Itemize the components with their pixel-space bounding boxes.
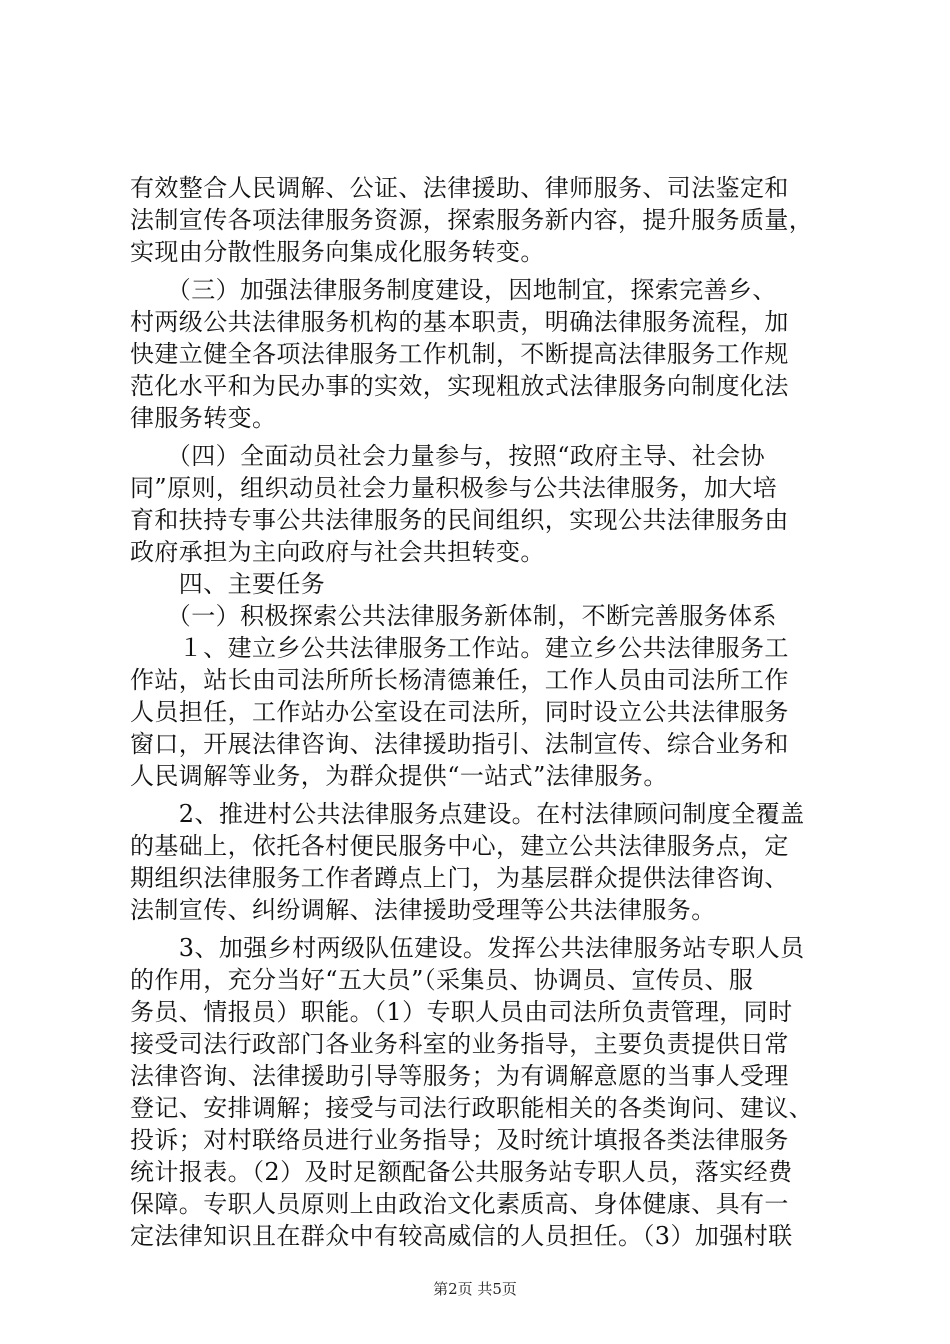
- text-line: 法律咨询、法律援助引导等服务；为有调解意愿的当事人受理: [130, 1062, 789, 1090]
- text-line: 的基础上，依托各村便民服务中心，建立公共法律服务点，定: [130, 832, 789, 860]
- text-line: 有效整合人民调解、公证、法律援助、律师服务、司法鉴定和: [130, 174, 789, 202]
- page-number: 第2页 共5页: [433, 1280, 517, 1298]
- text-line: 窗口，开展法律咨询、法律援助指引、法制宣传、综合业务和: [130, 730, 789, 758]
- text-line: １、建立乡公共法律服务工作站。建立乡公共法律服务工: [130, 634, 789, 662]
- document-body: [130, 172, 820, 1252]
- text-line: 律服务转变。: [130, 404, 277, 432]
- text-line: 村两级公共法律服务机构的基本职责，明确法律服务流程，加: [130, 308, 789, 336]
- text-line: （四）全面动员社会力量参与，按照“政府主导、社会协: [130, 442, 766, 470]
- text-line: 范化水平和为民办事的实效，实现粗放式法律服务向制度化法: [130, 372, 789, 400]
- text-line: 登记、安排调解；接受与司法行政职能相关的各类询问、建议、: [130, 1094, 814, 1122]
- text-line: 投诉；对村联络员进行业务指导；及时统计填报各类法律服务: [130, 1126, 789, 1154]
- text-line: 务员、情报员）职能。（1）专职人员由司法所负责管理，同时: [130, 998, 793, 1026]
- text-line: 政府承担为主向政府与社会共担转变。: [130, 538, 545, 566]
- text-line: 2、推进村公共法律服务点建设。在村法律顾问制度全覆盖: [130, 800, 805, 828]
- text-line: 定法律知识且在群众中有较高威信的人员担任。（3）加强村联: [130, 1222, 793, 1250]
- subsection-heading: （一）积极探索公共法律服务新体制，不断完善服务体系: [130, 602, 777, 630]
- text-line: 人员担任，工作站办公室设在司法所，同时设立公共法律服务: [130, 698, 789, 726]
- text-line: 保障。专职人员原则上由政治文化素质高、身体健康、具有一: [130, 1190, 789, 1218]
- text-line: 法制宣传各项法律服务资源，探索服务新内容，提升服务质量，: [130, 206, 814, 234]
- text-line: 同”原则，组织动员社会力量积极参与公共法律服务，加大培: [130, 474, 778, 502]
- section-heading: 四、主要任务: [130, 570, 326, 598]
- text-line: 3、加强乡村两级队伍建设。发挥公共法律服务站专职人员: [130, 934, 805, 962]
- text-line: 期组织法律服务工作者蹲点上门，为基层群众提供法律咨询、: [130, 864, 789, 892]
- text-line: 统计报表。（2）及时足额配备公共服务站专职人员，落实经费: [130, 1158, 793, 1186]
- text-line: 育和扶持专事公共法律服务的民间组织，实现公共法律服务由: [130, 506, 789, 534]
- text-line: 接受司法行政部门各业务科室的业务指导，主要负责提供日常: [130, 1030, 789, 1058]
- text-line: 实现由分散性服务向集成化服务转变。: [130, 238, 545, 266]
- text-line: （三）加强法律服务制度建设，因地制宜，探索完善乡、: [130, 276, 777, 304]
- text-line: 的作用，充分当好“五大员”（采集员、协调员、宣传员、服: [130, 966, 754, 994]
- text-line: 法制宣传、纠纷调解、法律援助受理等公共法律服务。: [130, 896, 716, 924]
- text-line: 快建立健全各项法律服务工作机制，不断提高法律服务工作规: [130, 340, 789, 368]
- text-line: 人民调解等业务，为群众提供“一站式”法律服务。: [130, 762, 668, 790]
- text-line: 作站，站长由司法所所长杨清德兼任，工作人员由司法所工作: [130, 666, 789, 694]
